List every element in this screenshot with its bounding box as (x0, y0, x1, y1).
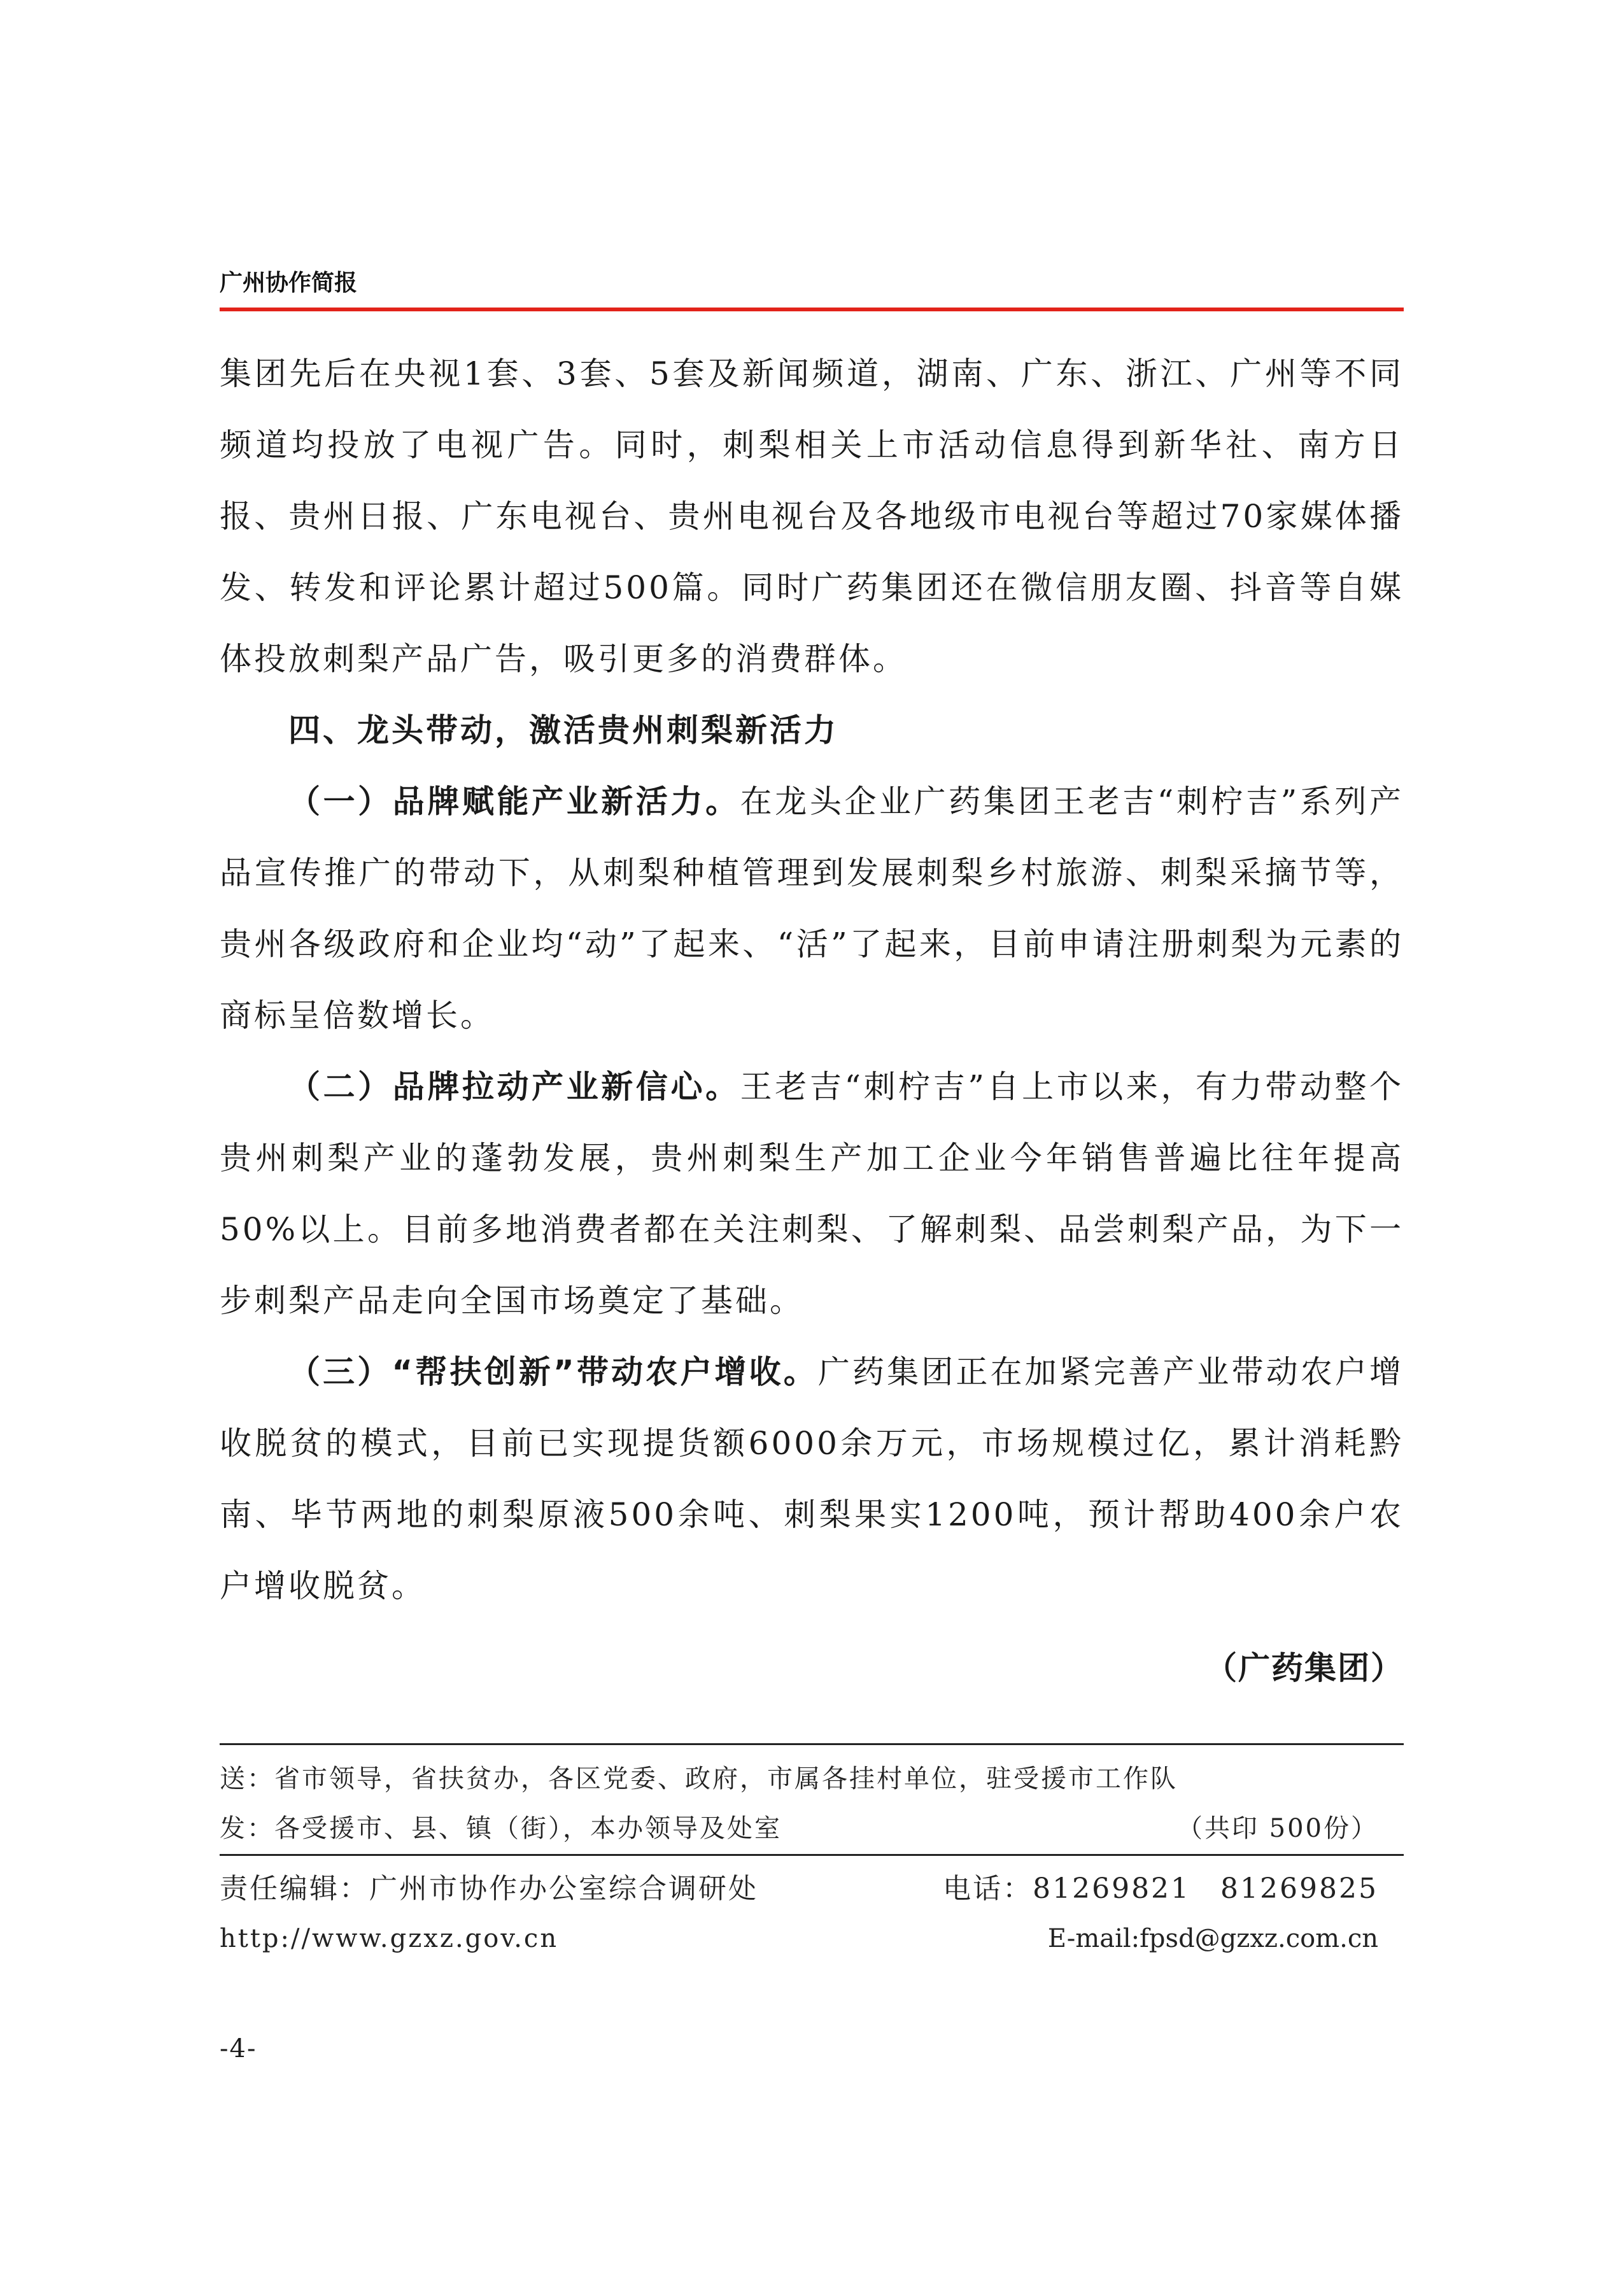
item-2-title: （二）品牌拉动产业新信心。 (288, 1068, 740, 1105)
header-red-rule (220, 308, 1404, 311)
paragraph-item-1 (220, 766, 1404, 1051)
item-1-title: （一）品牌赋能产业新活力。 (288, 783, 740, 820)
paragraph-media-coverage: 集团先后在央视1套、3套、5套及新闻频道，湖南、广东、浙江、广州等不同频道均投放了电视广告。同时，刺梨相关上市活动信息得到新华社、南方日报、贵州日报、广东电视台、贵州电视台及各地级市电视台等超过70家媒体播发、转发和评论累计超过500篇。同时广药集团还在微信朋友圈、抖音等自媒体投放刺梨产品广告，吸引更多的消费群体。 (220, 355, 1404, 677)
editor-line (220, 1865, 1404, 1906)
footer-middle-rule (220, 1854, 1404, 1856)
page-number: -4- (220, 2034, 257, 2063)
item-2-text: 王老吉“刺柠吉”自上市以来，有力带动整个贵州刺梨产业的蓬勃发展，贵州刺梨生产加工企业今年销售普遍比往年提高50%以上。目前多地消费者都在关注刺梨、了解刺梨、品尝刺梨产品，为下一步刺梨产品走向全国市场奠定了基础。 (220, 1068, 1404, 1319)
paragraph-item-3 (220, 1336, 1404, 1622)
article-body (220, 338, 1404, 1622)
distribute-line (220, 1808, 1404, 1844)
publication-title: 广州协作简报 (220, 270, 358, 296)
responsible-editor: 责任编辑：广州市协作办公室综合调研处 (220, 1872, 758, 1905)
distribute-to: 发：各受援市、县、镇（街），本办领导及处室 (220, 1814, 782, 1843)
website-link[interactable]: http://www.gzxz.gov.cn (220, 1924, 559, 1953)
email-link[interactable]: E-mail:fpsd@gzxz.com.cn (1047, 1924, 1378, 1953)
article-source: （广药集团） (1205, 1650, 1404, 1687)
item-3-text: 广药集团正在加紧完善产业带动农户增收脱贫的模式，目前已实现提货额6000余万元，市场规模过亿，累计消耗黔南、毕节两地的刺梨原液500余吨、刺梨果实1200吨，预计帮助400余户农户增收脱贫。 (220, 1354, 1404, 1604)
phone-numbers: 电话：81269821 81269825 (943, 1872, 1378, 1905)
print-count: （共印 500份） (1176, 1814, 1378, 1843)
footer-top-rule (220, 1743, 1404, 1745)
item-3-title: （三）“帮扶创新”带动农户增收。 (288, 1354, 818, 1390)
item-1-text: 在龙头企业广药集团王老吉“刺柠吉”系列产品宣传推广的带动下，从刺梨种植管理到发展刺梨乡村旅游、刺梨采摘节等，贵州各级政府和企业均“动”了起来、“活”了起来，目前申请注册刺梨为元素的商标呈倍数增长。 (220, 783, 1404, 1034)
section-heading-4: 四、龙头带动，激活贵州刺梨新活力 (288, 712, 838, 749)
send-to-line: 送：省市领导，省扶贫办，各区党委、政府，市属各挂村单位，驻受援市工作队 (220, 1764, 1178, 1793)
paragraph-item-2 (220, 1051, 1404, 1336)
contact-line (220, 1924, 1404, 1953)
